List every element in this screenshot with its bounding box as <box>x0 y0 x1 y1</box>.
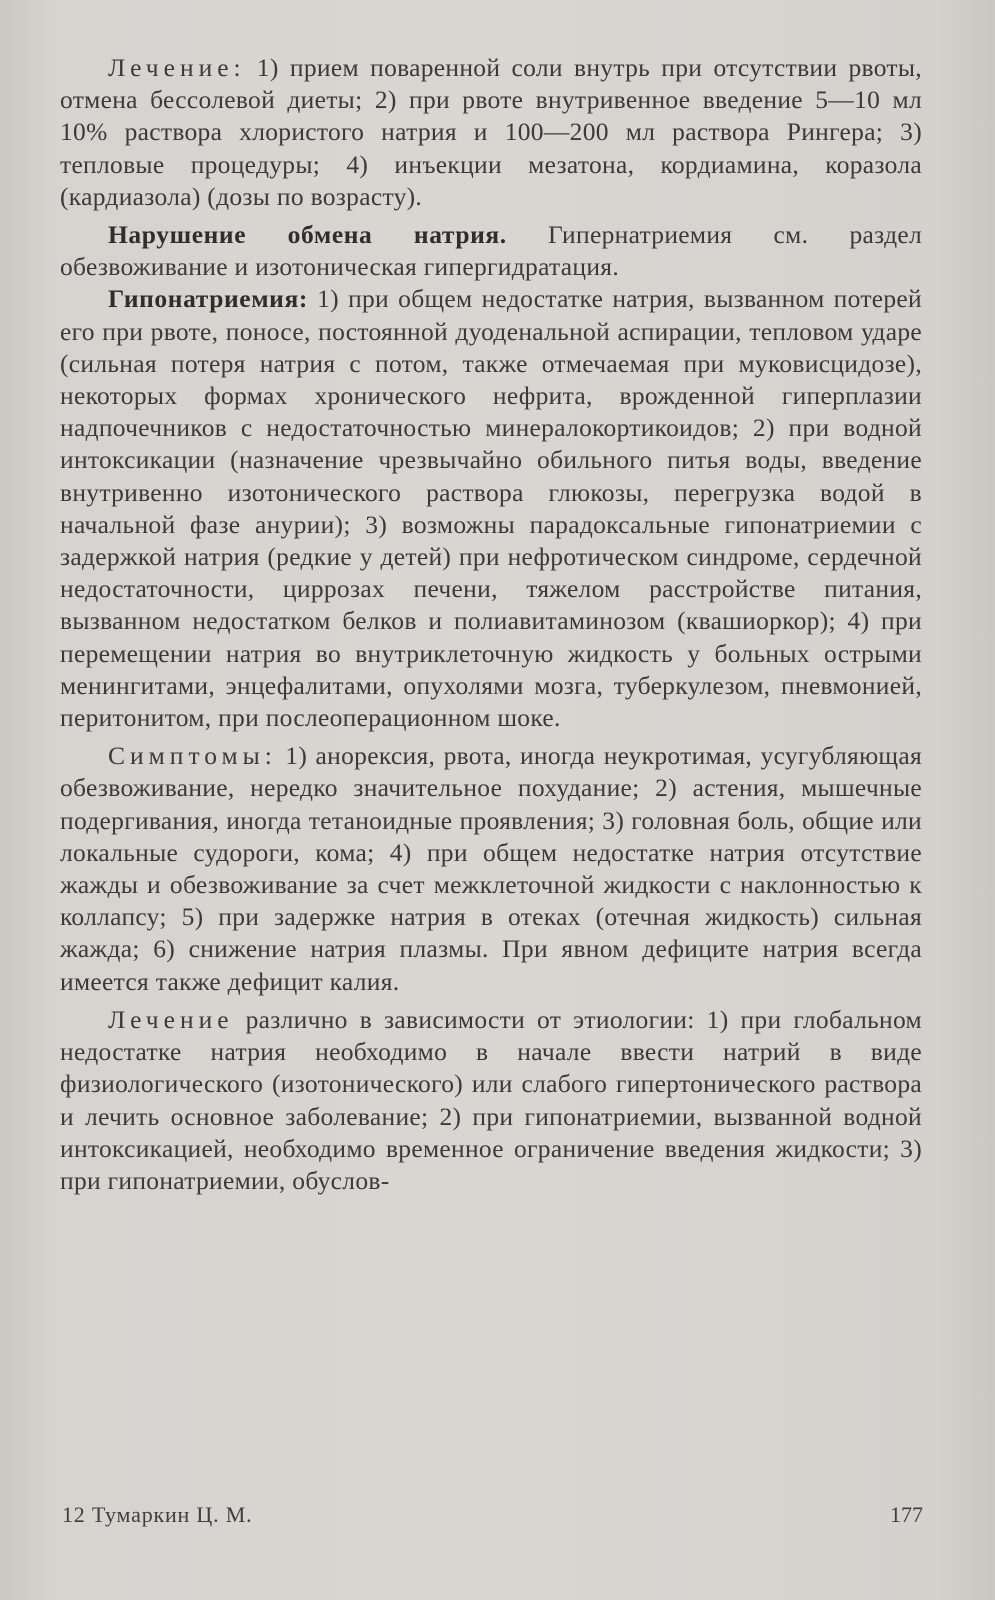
page-text <box>60 52 922 1197</box>
signature-mark: 12 Тумаркин Ц. М. <box>62 1502 253 1527</box>
paragraph-treatment-2 <box>60 1004 922 1197</box>
paragraph-treatment <box>60 52 922 213</box>
paragraph-lead-symptoms: Симптомы: <box>108 741 277 771</box>
section-heading-sodium: Нарушение обмена натрия. <box>108 220 507 250</box>
paragraph-body-hyponatremia: 1) при общем недостатке натрия, вызванном потерей его при рвоте, поносе, постоянной дуоденальной аспирации, тепловом ударе (сильная потеря натрия с потом, также отмечаемая при муковисцидозе), некоторых формах хронического нефрита, врожденной гиперплазии надпочечников с недостаточностью минералокортикоидов; 2) при водной интоксикации (назначение чрезвычайно обильного питья воды, введение внутривенно изотонического раствора глюкозы, перегрузка водой в начальной фазе анурии); 3) возможны парадоксальные гипонатриемии с задержкой натрия (редкие у детей) при нефротическом синдроме, сердечной недостаточности, циррозах печени, тяжелом расстройстве питания, вызванном недостатком белков и полиавитаминозом (квашиоркор); 4) при перемещении натрия во внутриклеточную жидкость у больных острыми менингитами, энцефалитами, опухолями мозга, туберкулезом, пневмонией, перитонитом, при послеоперационном шоке. <box>60 284 922 733</box>
paragraph-symptoms <box>60 740 922 998</box>
paragraph-lead-treatment-2: Лечение <box>108 1004 234 1034</box>
paragraph-lead-treatment: Лечение: <box>108 53 246 82</box>
page-number: 177 <box>890 1502 923 1527</box>
paragraph-body-symptoms: 1) анорексия, рвота, иногда неукротимая, усугубляющая обезвоживание, нередко значительное похудание; 2) астения, мышечные подергивания, иногда тетаноидные проявления; 3) головная боль, общие или локальные судороги, кома; 4) при общем недостатке натрия отсутствие жажды и обезвоживание за счет межклеточной жидкости с наклонностью к коллапсу; 5) при задержке натрия в отеках (отечная жидкость) сильная жажда; 6) снижение натрия плазмы. При явном дефиците натрия всегда имеется также дефицит калия. <box>60 741 922 996</box>
paragraph-hyponatremia <box>60 283 922 734</box>
paragraph-sodium-disorder <box>60 219 922 283</box>
paragraph-body-treatment: 1) прием поваренной соли внутрь при отсутствии рвоты, отмена бессолевой диеты; 2) при рвоте внутривенное введение 5—10 мл 10% раствора хлористого натрия и 100—200 мл раствора Рингера; 3) тепловые процедуры; 4) инъекции мезатона, кордиамина, коразола (кардиазола) (дозы по возрасту). <box>60 53 922 211</box>
paragraph-body-sodium: Гипернатриемия см. раздел обезвоживание и изотоническая гипергидратация. <box>60 220 922 282</box>
paragraph-body-treatment-2: различно в зависимости от этиологии: 1) при глобальном недостатке натрия необходимо в начале ввести натрий в виде физиологического (изотонического) или слабого гипертонического раствора и лечить основное заболевание; 2) при гипонатриемии, вызванной водной интоксикацией, необходимо временное ограничение введения жидкости; 3) при гипонатриемии, обуслов- <box>60 1004 922 1195</box>
section-heading-hyponatremia: Гипонатриемия: <box>108 284 308 314</box>
